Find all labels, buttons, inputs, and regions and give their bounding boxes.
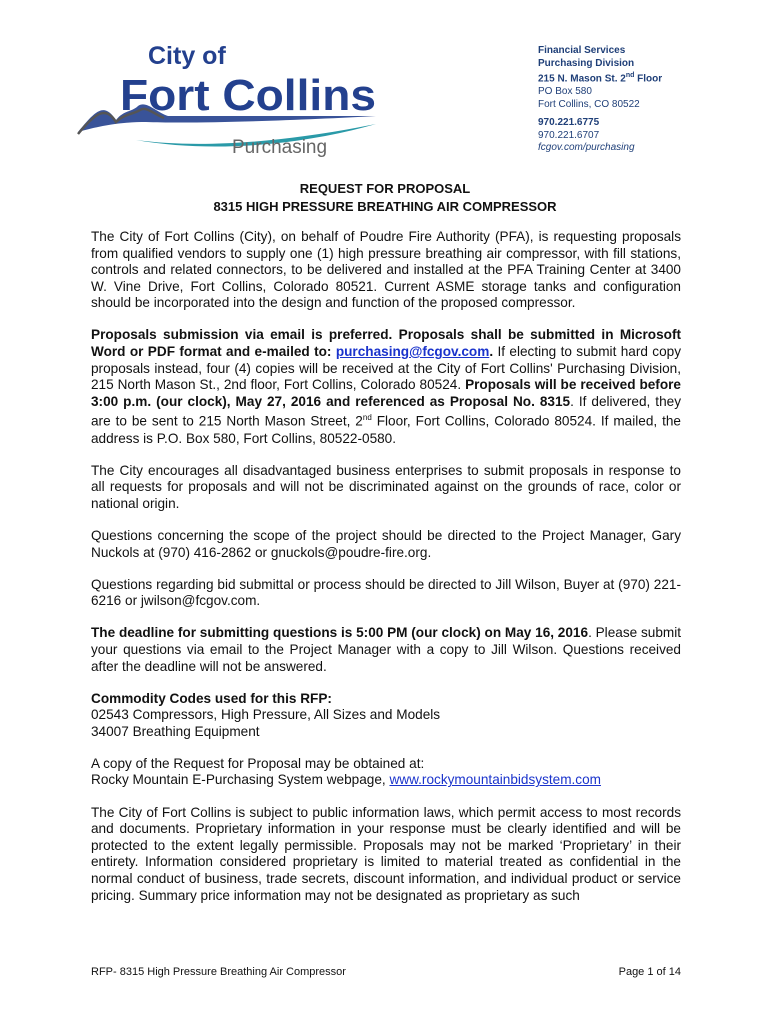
phone-primary: 970.221.6775: [538, 117, 600, 129]
commodity-codes-heading: Commodity Codes used for this RFP:: [91, 690, 332, 706]
title-line-1: REQUEST FOR PROPOSAL: [299, 181, 471, 196]
purchasing-email-link[interactable]: purchasing@fcgov.com: [335, 344, 490, 360]
commodity-codes: [91, 691, 681, 741]
title-line-2: 8315 HIGH PRESSURE BREATHING AIR COMPRESSOR: [213, 199, 557, 214]
rfp-copy-paragraph: A copy of the Request for Proposal may be obtained at: Rocky Mountain E-Purchasing System webpage, www.rockymountainbidsystem.com: [91, 755, 601, 788]
intro-paragraph: The City of Fort Collins (City), on behalf of Poudre Fire Authority (PFA), is requesting proposals from qualified vendors to supply one (1) high pressure breathing air compressor, with fill stations, controls and related connectors, to be delivered and installed at the PFA Training Center at 3400 W. Vine Drive, Fort Collins, Colorado 80521. Current ASME storage tanks and configuration should be incorporated into the design and function of the proposed compressor.: [91, 229, 681, 311]
bid-system-link[interactable]: www.rockymountainbidsystem.com: [389, 772, 601, 788]
footer-doc-title: RFP- 8315 High Pressure Breathing Air Compressor: [91, 966, 346, 978]
page-footer: [91, 966, 681, 978]
city-state-zip: Fort Collins, CO 80522: [538, 98, 640, 110]
document-body: [91, 229, 681, 920]
commodity-code-item: 02543 Compressors, High Pressure, All Sizes and Models: [91, 707, 441, 723]
dbe-paragraph: The City encourages all disadvantaged business enterprises to submit proposals in response to all requests for proposals and will not be discriminated against on the grounds of race, color or national origin.: [91, 462, 681, 511]
street-address: 215 N. Mason St. 2nd Floor: [538, 72, 663, 85]
website: fcgov.com/purchasing: [538, 142, 635, 154]
contact-block: [538, 45, 662, 155]
commodity-code-item: 34007 Breathing Equipment: [91, 723, 260, 739]
logo-city-of: City of: [148, 42, 226, 70]
division-name: Purchasing Division: [538, 57, 635, 69]
document-title: [0, 180, 770, 216]
scope-questions-paragraph: Questions concerning the scope of the project should be directed to the Project Manager, Gary Nuckols at (970) 416-2862 or gnuckols@poudre-fire.org.: [91, 527, 681, 560]
submission-paragraph: Proposals submission via email is preferred. Proposals shall be submitted in Microsoft Word or PDF format and e-mailed to: purchasing@fcgov.com. If electing to submit hard copy proposals instead, four (4) copies will be received at the City of Fort Collins' Purchasing Division, 215 North Mason St., 2nd floor, Fort Collins, Colorado 80524. Proposals will be received before 3:00 p.m. (our clock), May 27, 2016 and referenced as Proposal No. 8315. If delivered, they are to be sent to 215 North Mason Street, 2nd Floor, Fort Collins, Colorado 80524. If mailed, the address is P.O. Box 580, Fort Collins, 80522-0580.: [91, 327, 681, 446]
phone-fax: 970.221.6707: [538, 129, 600, 141]
public-info-paragraph: The City of Fort Collins is subject to public information laws, which permit access to most records and documents. Proprietary information in your response must be clearly identified and will be protected to the extent legally permissible. Proposals may not be marked ‘Proprietary’ in their entirety. Information considered proprietary is limited to material treated as confidential in the normal conduct of business, trade secrets, discount information, and individual product or service pricing. Summary price information may not be designated as proprietary as such: [91, 804, 681, 903]
po-box: PO Box 580: [538, 86, 592, 98]
logo-purchasing: Purchasing: [232, 137, 328, 158]
page-number: Page 1 of 14: [618, 966, 681, 978]
bid-questions-paragraph: Questions regarding bid submittal or process should be directed to Jill Wilson, Buyer at (970) 221-6216 or jwilson@fcgov.com.: [91, 576, 681, 609]
dept-name: Financial Services: [538, 45, 626, 56]
city-of-fort-collins-logo: [76, 40, 386, 160]
deadline-paragraph: The deadline for submitting questions is 5:00 PM (our clock) on May 16, 2016. Please submit your questions via email to the Project Manager with a copy to Jill Wilson. Questions received after the deadline will not be answered.: [91, 625, 681, 674]
logo-fort-collins: Fort Collins: [120, 71, 376, 120]
